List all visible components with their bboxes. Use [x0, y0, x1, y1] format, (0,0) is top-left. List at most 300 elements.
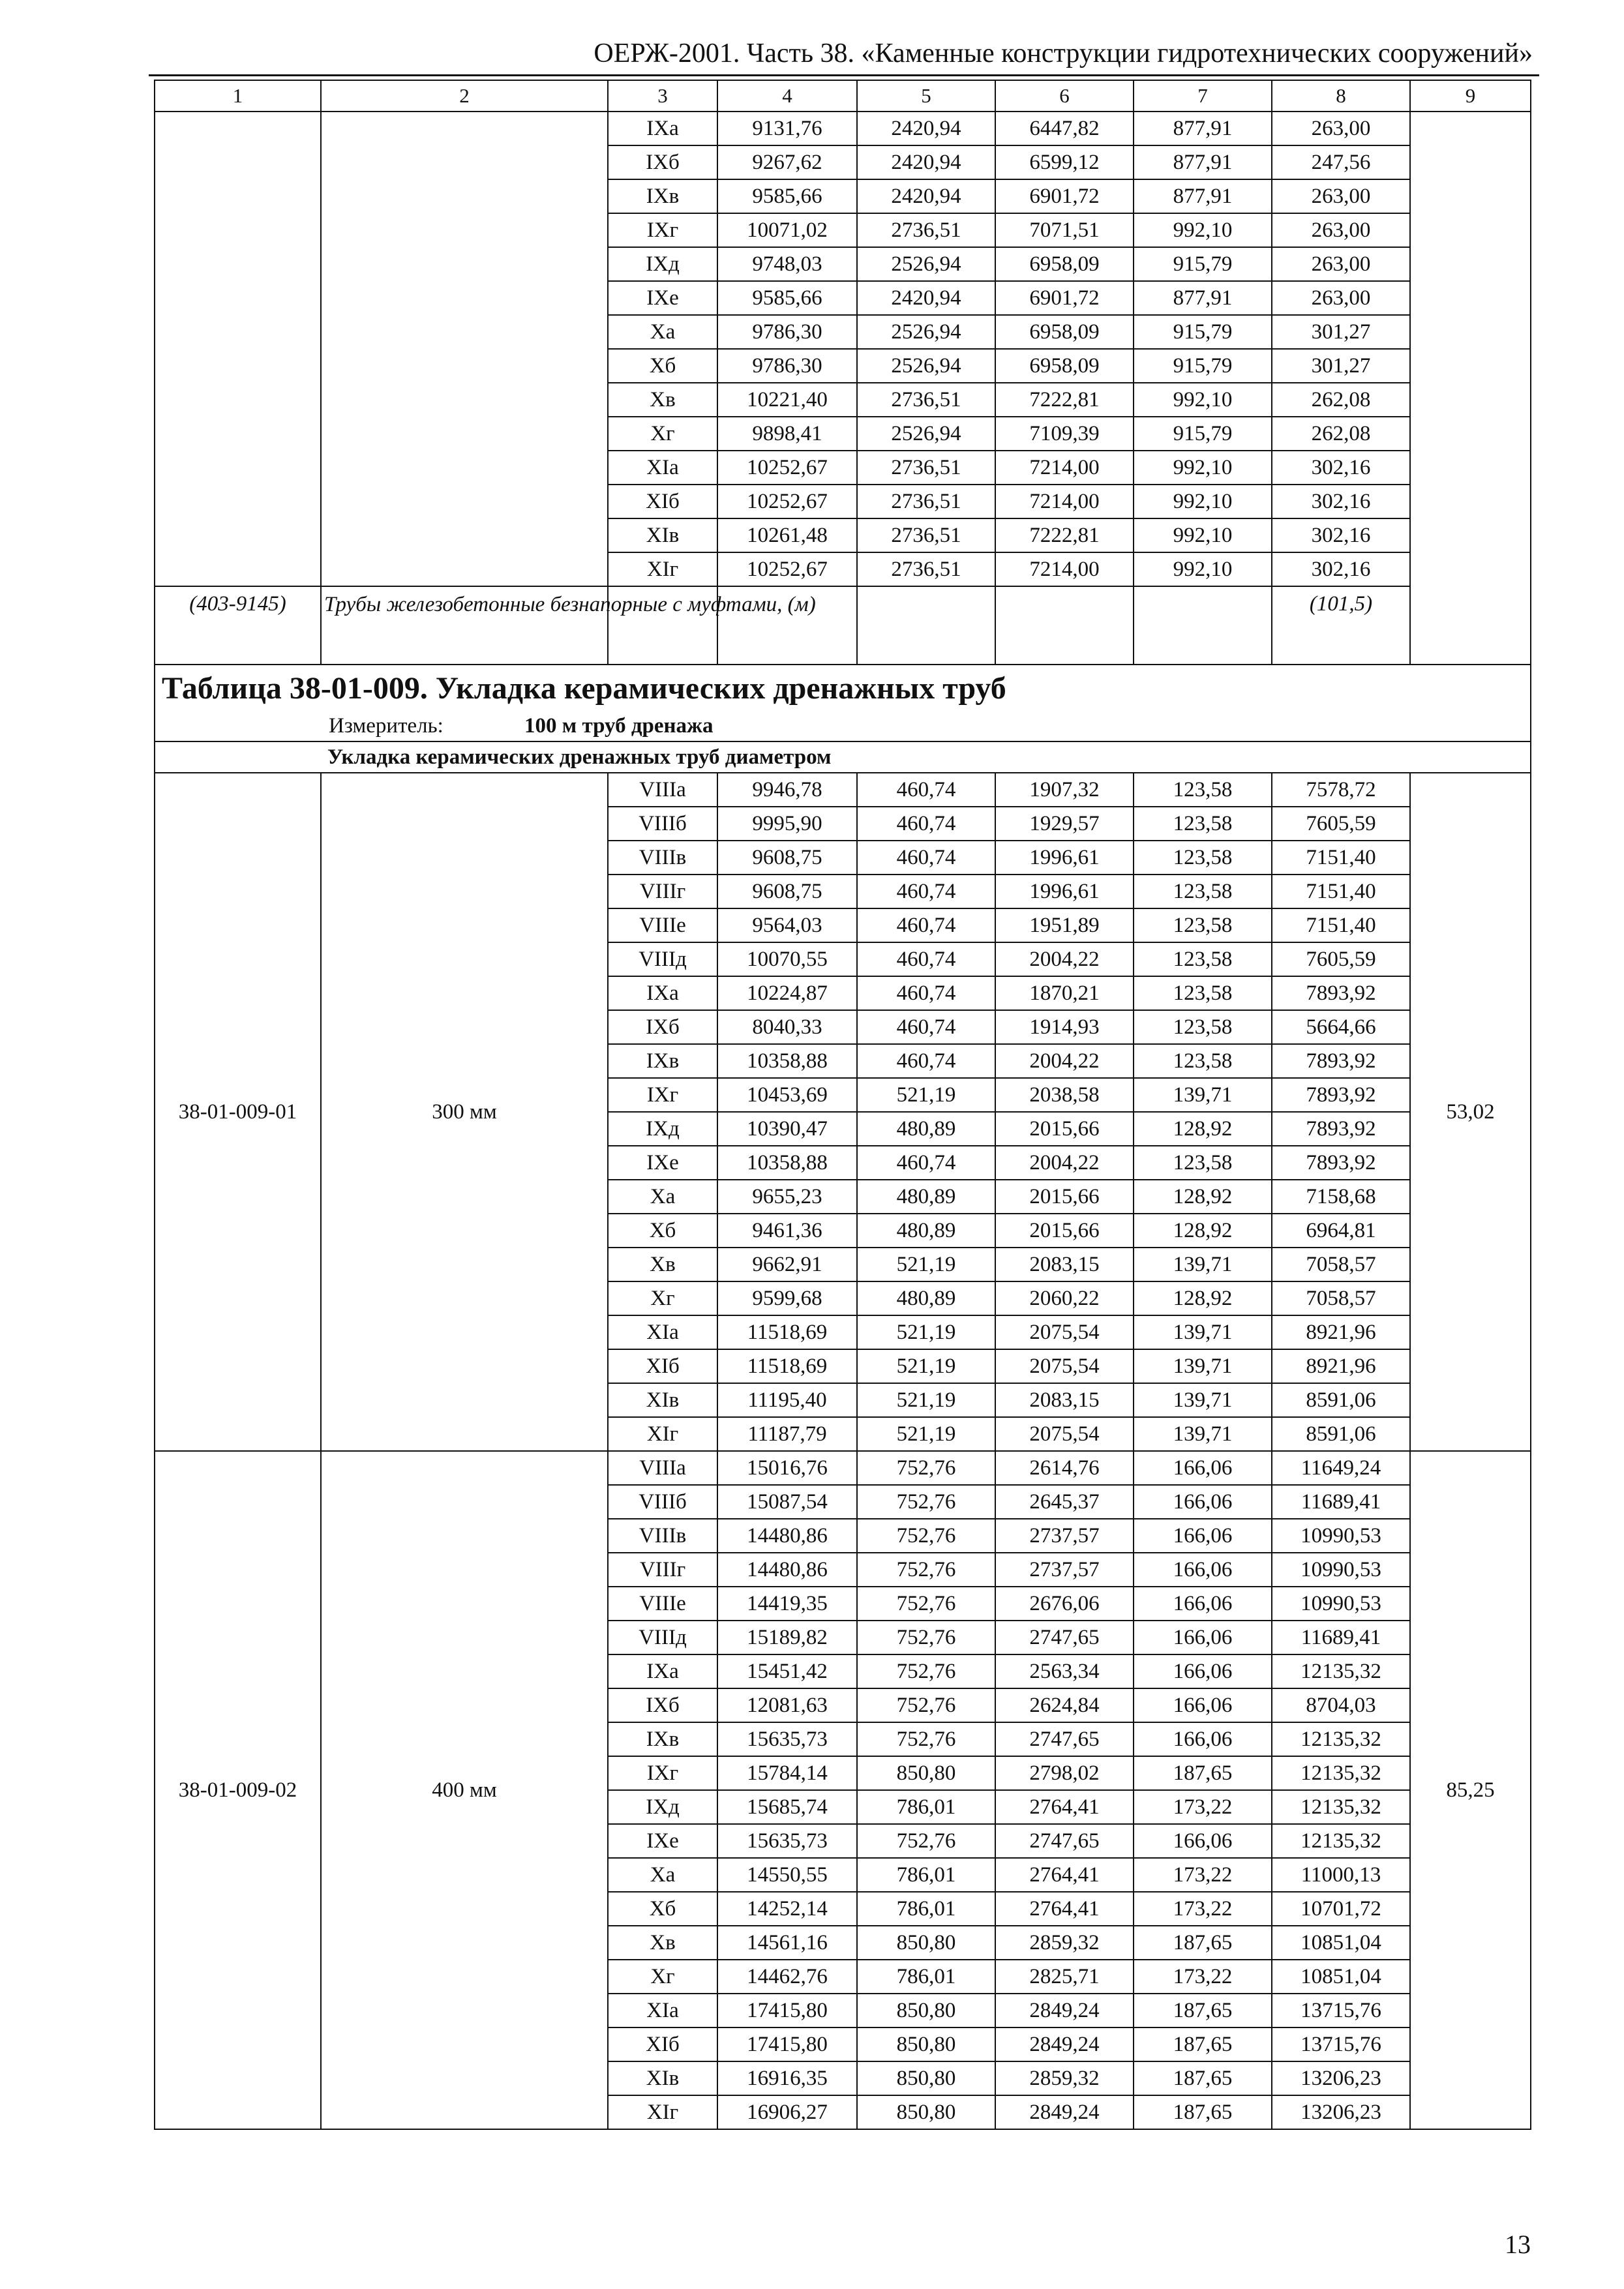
value-cell: 9461,36 [717, 1214, 857, 1248]
value-cell: 5664,66 [1272, 1010, 1410, 1044]
value-cell: 9748,03 [717, 247, 857, 281]
value-cell: 7893,92 [1272, 1146, 1410, 1180]
value-cell: 10990,53 [1272, 1553, 1410, 1587]
value-cell: 7605,59 [1272, 942, 1410, 976]
value-cell: 123,58 [1134, 875, 1272, 908]
value-cell: 2747,65 [995, 1621, 1134, 1654]
value-cell: 123,58 [1134, 942, 1272, 976]
region-cell: XIа [608, 451, 717, 485]
value-cell: 460,74 [857, 1010, 995, 1044]
value-cell: 915,79 [1134, 417, 1272, 451]
value-cell: 302,16 [1272, 485, 1410, 518]
section-title-row [155, 665, 1531, 711]
value-cell: 10358,88 [717, 1146, 857, 1180]
value-cell: 2526,94 [857, 315, 995, 349]
region-cell: IXг [608, 1756, 717, 1790]
region-cell: Xа [608, 315, 717, 349]
value-cell: 173,22 [1134, 1858, 1272, 1892]
value-cell: 1914,93 [995, 1010, 1134, 1044]
value-cell: 12135,32 [1272, 1654, 1410, 1688]
value-cell: 480,89 [857, 1180, 995, 1214]
value-cell: 262,08 [1272, 383, 1410, 417]
value-cell: 6958,09 [995, 315, 1134, 349]
value-cell: 2736,51 [857, 552, 995, 586]
value-cell: 187,65 [1134, 1926, 1272, 1960]
header-divider [149, 74, 1539, 76]
value-cell: 1996,61 [995, 875, 1134, 908]
entry-name: 300 мм [321, 773, 608, 1451]
page-number: 13 [1505, 2230, 1531, 2259]
value-cell: 7578,72 [1272, 773, 1410, 807]
value-cell: 7893,92 [1272, 976, 1410, 1010]
value-cell: 187,65 [1134, 1756, 1272, 1790]
value-cell: 2747,65 [995, 1824, 1134, 1858]
region-cell: XIб [608, 2027, 717, 2061]
value-cell: 12135,32 [1272, 1756, 1410, 1790]
region-cell: VIIIб [608, 1485, 717, 1519]
value-cell: 14561,16 [717, 1926, 857, 1960]
value-cell: 16906,27 [717, 2095, 857, 2129]
value-cell: 10990,53 [1272, 1519, 1410, 1553]
value-cell: 11689,41 [1272, 1621, 1410, 1654]
region-cell: IXд [608, 1790, 717, 1824]
region-cell: VIIIг [608, 1553, 717, 1587]
value-cell: 9662,91 [717, 1248, 857, 1281]
value-cell: 7071,51 [995, 213, 1134, 247]
value-cell: 7222,81 [995, 383, 1134, 417]
value-cell: 10851,04 [1272, 1960, 1410, 1994]
value-cell: 7151,40 [1272, 875, 1410, 908]
value-cell: 15635,73 [717, 1722, 857, 1756]
region-cell: IXв [608, 1722, 717, 1756]
value-cell: 301,27 [1272, 315, 1410, 349]
value-cell: 12135,32 [1272, 1824, 1410, 1858]
region-cell: VIIIб [608, 807, 717, 841]
value-cell: 139,71 [1134, 1248, 1272, 1281]
value-cell: 17415,80 [717, 2027, 857, 2061]
value-cell: 2004,22 [995, 1146, 1134, 1180]
region-cell: Xб [608, 1214, 717, 1248]
page-header-title: ОЕРЖ-2001. Часть 38. «Каменные конструкции гидротехнических сооружений» [594, 38, 1533, 68]
table-row [155, 1451, 1531, 1485]
value-cell: 263,00 [1272, 247, 1410, 281]
value-cell: 2015,66 [995, 1214, 1134, 1248]
value-cell: 2420,94 [857, 179, 995, 213]
region-cell: IXд [608, 247, 717, 281]
value-cell: 460,74 [857, 976, 995, 1010]
region-cell: XIб [608, 485, 717, 518]
value-cell: 6901,72 [995, 281, 1134, 315]
value-cell: 480,89 [857, 1112, 995, 1146]
value-cell: 10851,04 [1272, 1926, 1410, 1960]
value-cell: 2737,57 [995, 1519, 1134, 1553]
value-cell: 752,76 [857, 1722, 995, 1756]
value-cell: 992,10 [1134, 552, 1272, 586]
value-cell: 2747,65 [995, 1722, 1134, 1756]
value-cell: 2736,51 [857, 518, 995, 552]
value-cell: 6901,72 [995, 179, 1134, 213]
value-cell: 166,06 [1134, 1485, 1272, 1519]
region-cell: VIIIв [608, 841, 717, 875]
region-cell: XIв [608, 518, 717, 552]
value-cell: 2526,94 [857, 417, 995, 451]
value-cell: 16916,35 [717, 2061, 857, 2095]
value-cell: 915,79 [1134, 315, 1272, 349]
value-cell: 877,91 [1134, 112, 1272, 145]
value-cell: 752,76 [857, 1587, 995, 1621]
value-cell: 10453,69 [717, 1078, 857, 1112]
value-cell: 992,10 [1134, 518, 1272, 552]
unit-value: 100 м труб дренажа [524, 713, 714, 738]
region-cell: Xг [608, 1281, 717, 1315]
value-cell: 752,76 [857, 1621, 995, 1654]
value-cell: 2004,22 [995, 1044, 1134, 1078]
value-cell: 521,19 [857, 1349, 995, 1383]
value-cell: 11000,13 [1272, 1858, 1410, 1892]
value-cell: 14462,76 [717, 1960, 857, 1994]
unit-cell [155, 711, 1531, 741]
subtitle-row [155, 741, 1531, 773]
value-cell: 2849,24 [995, 2095, 1134, 2129]
value-cell: 480,89 [857, 1281, 995, 1315]
entry-name: 400 мм [321, 1451, 608, 2129]
value-cell: 2859,32 [995, 2061, 1134, 2095]
value-cell: 877,91 [1134, 281, 1272, 315]
region-cell: IXа [608, 1654, 717, 1688]
region-cell: Xб [608, 1892, 717, 1926]
value-cell: 2736,51 [857, 485, 995, 518]
value-cell: 521,19 [857, 1078, 995, 1112]
table-subtitle: Укладка керамических дренажных труб диаметром [155, 741, 1531, 773]
value-cell: 850,80 [857, 1926, 995, 1960]
value-cell: 521,19 [857, 1315, 995, 1349]
region-cell: IXг [608, 1078, 717, 1112]
value-cell: 12135,32 [1272, 1722, 1410, 1756]
value-cell: 460,74 [857, 841, 995, 875]
region-cell: IXе [608, 1824, 717, 1858]
region-cell: XIа [608, 1994, 717, 2027]
entry-code: 38-01-009-01 [155, 773, 321, 1451]
value-cell: 9946,78 [717, 773, 857, 807]
value-cell: 166,06 [1134, 1553, 1272, 1587]
value-cell: 2764,41 [995, 1858, 1134, 1892]
value-cell: 850,80 [857, 2095, 995, 2129]
value-cell: 123,58 [1134, 841, 1272, 875]
value-cell: 2849,24 [995, 1994, 1134, 2027]
value-cell: 9995,90 [717, 807, 857, 841]
column-number: 9 [1410, 80, 1531, 112]
value-cell: 10071,02 [717, 213, 857, 247]
value-cell: 2075,54 [995, 1417, 1134, 1451]
table-body [155, 80, 1531, 2129]
region-cell: VIIIд [608, 1621, 717, 1654]
region-cell: VIIIе [608, 1587, 717, 1621]
value-cell: 6958,09 [995, 247, 1134, 281]
entry-code: 38-01-009-02 [155, 1451, 321, 2129]
value-cell: 752,76 [857, 1688, 995, 1722]
value-cell: 9786,30 [717, 315, 857, 349]
value-cell: 1929,57 [995, 807, 1134, 841]
value-cell: 302,16 [1272, 518, 1410, 552]
value-cell: 128,92 [1134, 1180, 1272, 1214]
value-cell: 7222,81 [995, 518, 1134, 552]
value-cell: 2736,51 [857, 383, 995, 417]
value-cell: 173,22 [1134, 1790, 1272, 1824]
value-cell: 2798,02 [995, 1756, 1134, 1790]
value-cell: 1870,21 [995, 976, 1134, 1010]
value-cell: 187,65 [1134, 1994, 1272, 2027]
value-cell: 9608,75 [717, 875, 857, 908]
value-cell: 263,00 [1272, 179, 1410, 213]
region-cell: IXб [608, 1688, 717, 1722]
region-cell: Xг [608, 1960, 717, 1994]
value-cell: 2420,94 [857, 112, 995, 145]
value-cell: 2859,32 [995, 1926, 1134, 1960]
value-cell: 10221,40 [717, 383, 857, 417]
value-cell: 123,58 [1134, 1146, 1272, 1180]
value-cell: 1907,32 [995, 773, 1134, 807]
column-number: 1 [155, 80, 321, 112]
value-cell: 10224,87 [717, 976, 857, 1010]
value-cell: 12081,63 [717, 1688, 857, 1722]
value-cell: 9599,68 [717, 1281, 857, 1315]
value-cell: 2849,24 [995, 2027, 1134, 2061]
value-cell: 15784,14 [717, 1756, 857, 1790]
value-cell: 2526,94 [857, 349, 995, 383]
value-cell: 13206,23 [1272, 2061, 1410, 2095]
value-cell: 521,19 [857, 1417, 995, 1451]
extra-cell-empty [1410, 112, 1531, 665]
value-cell: 915,79 [1134, 247, 1272, 281]
value-cell: 2420,94 [857, 145, 995, 179]
value-cell: 2060,22 [995, 1281, 1134, 1315]
value-cell: 480,89 [857, 1214, 995, 1248]
value-cell: 521,19 [857, 1383, 995, 1417]
value-cell: 10990,53 [1272, 1587, 1410, 1621]
value-cell: 460,74 [857, 908, 995, 942]
value-cell: 173,22 [1134, 1892, 1272, 1926]
value-cell: 123,58 [1134, 908, 1272, 942]
value-cell: 2083,15 [995, 1383, 1134, 1417]
value-cell: 187,65 [1134, 2061, 1272, 2095]
region-cell: XIа [608, 1315, 717, 1349]
value-cell: 786,01 [857, 1790, 995, 1824]
material-name: Трубы железобетонные безнапорные с муфтами, (м) [321, 586, 608, 665]
material-value: (101,5) [1272, 586, 1410, 665]
table-row [155, 773, 1531, 807]
value-cell: 2563,34 [995, 1654, 1134, 1688]
value-cell: 2083,15 [995, 1248, 1134, 1281]
unit-row [155, 711, 1531, 741]
region-cell: IXа [608, 976, 717, 1010]
entry-extra-value: 53,02 [1410, 773, 1531, 1451]
empty-cell [857, 586, 995, 665]
empty-cell [1134, 586, 1272, 665]
value-cell: 7058,57 [1272, 1281, 1410, 1315]
value-cell: 7151,40 [1272, 841, 1410, 875]
column-number: 4 [717, 80, 857, 112]
column-number: 3 [608, 80, 717, 112]
value-cell: 460,74 [857, 807, 995, 841]
value-cell: 7893,92 [1272, 1044, 1410, 1078]
value-cell: 9898,41 [717, 417, 857, 451]
region-cell: VIIIв [608, 1519, 717, 1553]
value-cell: 11649,24 [1272, 1451, 1410, 1485]
value-cell: 15189,82 [717, 1621, 857, 1654]
column-number-row [155, 80, 1531, 112]
value-cell: 9786,30 [717, 349, 857, 383]
value-cell: 9267,62 [717, 145, 857, 179]
value-cell: 10070,55 [717, 942, 857, 976]
value-cell: 166,06 [1134, 1519, 1272, 1553]
value-cell: 2736,51 [857, 451, 995, 485]
value-cell: 8921,96 [1272, 1315, 1410, 1349]
value-cell: 7109,39 [995, 417, 1134, 451]
value-cell: 139,71 [1134, 1383, 1272, 1417]
value-cell: 11689,41 [1272, 1485, 1410, 1519]
value-cell: 7214,00 [995, 552, 1134, 586]
value-cell: 11187,79 [717, 1417, 857, 1451]
value-cell: 6964,81 [1272, 1214, 1410, 1248]
column-number: 8 [1272, 80, 1410, 112]
value-cell: 302,16 [1272, 552, 1410, 586]
value-cell: 11518,69 [717, 1349, 857, 1383]
value-cell: 10390,47 [717, 1112, 857, 1146]
value-cell: 14480,86 [717, 1553, 857, 1587]
value-cell: 7058,57 [1272, 1248, 1410, 1281]
column-number: 7 [1134, 80, 1272, 112]
value-cell: 460,74 [857, 942, 995, 976]
value-cell: 2624,84 [995, 1688, 1134, 1722]
value-cell: 8591,06 [1272, 1383, 1410, 1417]
value-cell: 786,01 [857, 1858, 995, 1892]
entry-extra-value: 85,25 [1410, 1451, 1531, 2129]
code-cell-empty [155, 112, 321, 586]
empty-cell [995, 586, 1134, 665]
value-cell: 2075,54 [995, 1315, 1134, 1349]
value-cell: 752,76 [857, 1654, 995, 1688]
value-cell: 9564,03 [717, 908, 857, 942]
value-cell: 123,58 [1134, 1010, 1272, 1044]
value-cell: 128,92 [1134, 1281, 1272, 1315]
value-cell: 877,91 [1134, 145, 1272, 179]
value-cell: 8921,96 [1272, 1349, 1410, 1383]
value-cell: 752,76 [857, 1485, 995, 1519]
value-cell: 263,00 [1272, 112, 1410, 145]
column-number: 5 [857, 80, 995, 112]
value-cell: 139,71 [1134, 1349, 1272, 1383]
value-cell: 123,58 [1134, 1044, 1272, 1078]
column-number: 6 [995, 80, 1134, 112]
value-cell: 166,06 [1134, 1654, 1272, 1688]
value-cell: 10252,67 [717, 485, 857, 518]
value-cell: 1951,89 [995, 908, 1134, 942]
value-cell: 262,08 [1272, 417, 1410, 451]
value-cell: 139,71 [1134, 1078, 1272, 1112]
region-cell: VIIIа [608, 1451, 717, 1485]
value-cell: 166,06 [1134, 1451, 1272, 1485]
region-cell: IXв [608, 179, 717, 213]
column-number: 2 [321, 80, 608, 112]
value-cell: 877,91 [1134, 179, 1272, 213]
value-cell: 166,06 [1134, 1722, 1272, 1756]
region-cell: IXе [608, 1146, 717, 1180]
value-cell: 2614,76 [995, 1451, 1134, 1485]
value-cell: 128,92 [1134, 1112, 1272, 1146]
value-cell: 15087,54 [717, 1485, 857, 1519]
region-cell: Xа [608, 1180, 717, 1214]
value-cell: 9655,23 [717, 1180, 857, 1214]
value-cell: 521,19 [857, 1248, 995, 1281]
value-cell: 1996,61 [995, 841, 1134, 875]
value-cell: 14419,35 [717, 1587, 857, 1621]
value-cell: 11195,40 [717, 1383, 857, 1417]
value-cell: 8591,06 [1272, 1417, 1410, 1451]
region-cell: XIг [608, 2095, 717, 2129]
value-cell: 15685,74 [717, 1790, 857, 1824]
value-cell: 2764,41 [995, 1790, 1134, 1824]
value-cell: 10252,67 [717, 451, 857, 485]
region-cell: Xв [608, 383, 717, 417]
region-cell: IXб [608, 145, 717, 179]
value-cell: 2038,58 [995, 1078, 1134, 1112]
region-cell: Xа [608, 1858, 717, 1892]
region-cell: VIIIд [608, 942, 717, 976]
value-cell: 6447,82 [995, 112, 1134, 145]
value-cell: 187,65 [1134, 2027, 1272, 2061]
value-cell: 187,65 [1134, 2095, 1272, 2129]
value-cell: 13715,76 [1272, 1994, 1410, 2027]
value-cell: 752,76 [857, 1451, 995, 1485]
value-cell: 166,06 [1134, 1688, 1272, 1722]
region-cell: IXд [608, 1112, 717, 1146]
value-cell: 786,01 [857, 1892, 995, 1926]
unit-label: Измеритель: [329, 713, 444, 738]
value-cell: 14550,55 [717, 1858, 857, 1892]
value-cell: 6599,12 [995, 145, 1134, 179]
region-cell: VIIIе [608, 908, 717, 942]
value-cell: 166,06 [1134, 1824, 1272, 1858]
value-cell: 992,10 [1134, 383, 1272, 417]
value-cell: 128,92 [1134, 1214, 1272, 1248]
value-cell: 7893,92 [1272, 1078, 1410, 1112]
value-cell: 13206,23 [1272, 2095, 1410, 2129]
value-cell: 166,06 [1134, 1587, 1272, 1621]
value-cell: 8040,33 [717, 1010, 857, 1044]
value-cell: 7605,59 [1272, 807, 1410, 841]
region-cell: XIг [608, 1417, 717, 1451]
value-cell: 2075,54 [995, 1349, 1134, 1383]
region-cell: XIв [608, 2061, 717, 2095]
value-cell: 460,74 [857, 1044, 995, 1078]
value-cell: 850,80 [857, 2027, 995, 2061]
value-cell: 2004,22 [995, 942, 1134, 976]
value-cell: 8704,03 [1272, 1688, 1410, 1722]
value-cell: 13715,76 [1272, 2027, 1410, 2061]
value-cell: 2825,71 [995, 1960, 1134, 1994]
region-cell: XIв [608, 1383, 717, 1417]
value-cell: 7214,00 [995, 451, 1134, 485]
value-cell: 7151,40 [1272, 908, 1410, 942]
value-cell: 786,01 [857, 1960, 995, 1994]
value-cell: 15451,42 [717, 1654, 857, 1688]
value-cell: 123,58 [1134, 807, 1272, 841]
region-cell: IXа [608, 112, 717, 145]
value-cell: 139,71 [1134, 1315, 1272, 1349]
value-cell: 139,71 [1134, 1417, 1272, 1451]
value-cell: 14480,86 [717, 1519, 857, 1553]
value-cell: 2526,94 [857, 247, 995, 281]
